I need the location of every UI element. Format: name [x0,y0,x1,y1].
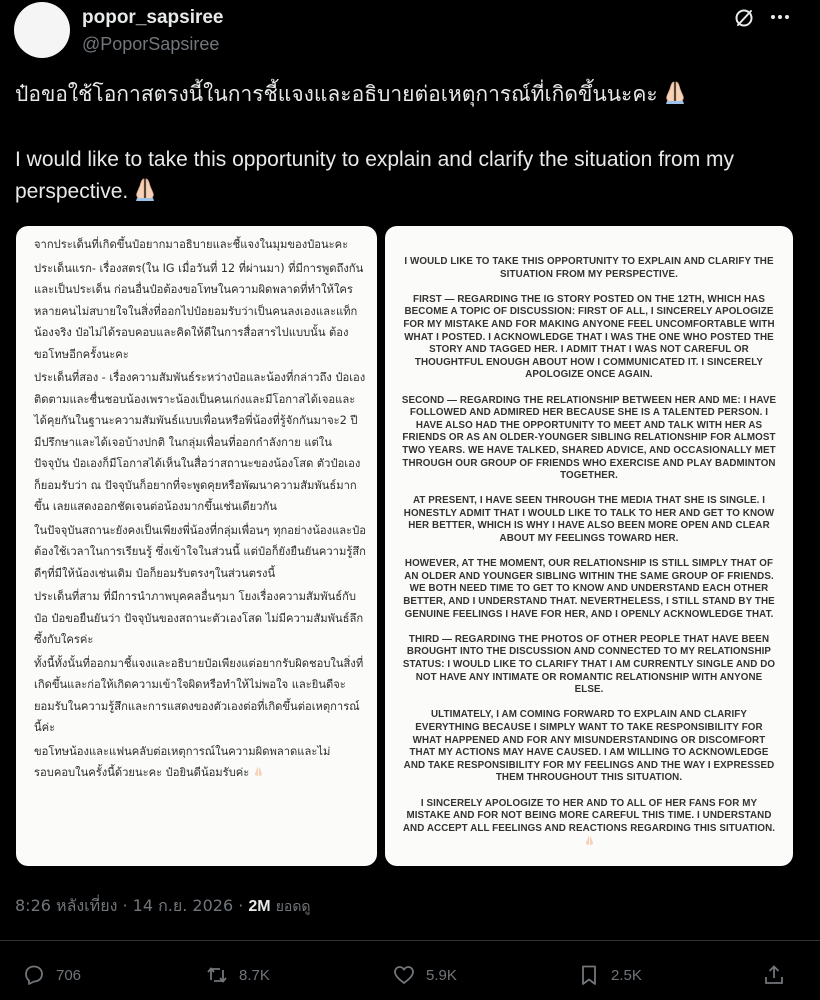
avatar[interactable] [14,2,70,58]
statement-paragraph: ทั้งนี้ทั้งนั้นที่ออกมาชี้แจงและอธิบายป๋อเพียงแต่อยากรับผิดชอบในสิ่งที่เกิดขึ้นและก่อให้เกิดความเข้าใจผิดหรือทำให้ไม่พอใจ และยินดีจะยอมรับในความรู้สึกและการแสดงของตัวเองต่อที่เกิดขึ้นต่อเหตุการณ์นี้ค่ะ [34,656,364,734]
repost-count: 8.7K [239,966,270,984]
reply-button[interactable] [22,960,81,990]
statement-paragraph: I SINCERELY APOLOGIZE TO HER AND TO ALL OF HER FANS FOR MY MISTAKE AND FOR NOT BEING MORE CAREFUL THIS TIME. I UNDERSTAND AND ACCEPT ALL FEELINGS AND REACTIONS REGARDING THIS SITUATION. [401,798,777,850]
repost-icon [205,963,229,987]
author-name[interactable]: popor_sapsiree [82,7,224,28]
reply-count: 706 [56,966,82,984]
share-icon [762,963,786,987]
bookmark-count: 2.5K [611,966,642,984]
statement-paragraph: จากประเด็นที่เกิดขึ้นป๋อยากมาอธิบายและชี้แจงในมุมของป๋อนะคะ [34,238,349,251]
statement-thai-text [34,234,366,786]
statement-image-thai[interactable] [16,226,377,866]
tweet-meta [15,894,311,919]
statement-paragraph: ประเด็นแรก- เรื่องสตร(ใน IG เมื่อวันที่ 12 ที่ผ่านมา) ที่มีการพูดถึงกันและเป็นประเด็น ก่อนอื่นป๋อต้องขอโทษในความผิดพลาดที่ทำให้ใครหลายคนไม่สบายใจในสิ่งที่ออกไปป๋อยอมรับว่าเป็นคนลงเองและแท็กน้องจริง ป๋อไม่ได้รอบคอบและคิดให้ดีในการสื่อสารไปแบบนั้น ต้องขอโทษอีกครั้งนะคะ [34,261,364,361]
statement-paragraph: ในปัจจุบันสถานะยังคงเป็นเพียงพี่น้องที่กลุ่มเพื่อนๆ ทุกอย่างน้องและป๋อต้องใช้เวลาในการเรียนรู้ ซึ่งเข้าใจในส่วนนี้ แต่ป๋อก็ยังยืนยันความรู้สึกดีๆที่มีให้น้องเช่นเดิม ป๋อก็ยอมรับตรงๆในส่วนตรงนี้ [34,523,366,580]
author-handle[interactable]: @PoporSapsiree [82,34,220,54]
tweet-timestamp[interactable]: 8:26 หลังเที่ยง · 14 ก.ย. 2026 · [15,896,244,915]
tweet-text-thai: ป๋อขอใช้โอกาสตรงนี้ในการชี้แจงและอธิบายต่อเหตุการณ์ที่เกิดขึ้นนะคะ [15,78,795,110]
praying-hands-icon [253,766,264,777]
statement-paragraph: ประเด็นที่สาม ที่มีการนำภาพบุคคลอื่นๆมา โยงเรื่องความสัมพันธ์กับป๋อ ป๋อขอยืนยันว่า ปัจจุบันของสถานะตัวเองโสด ไม่มีความสัมพันธ์ลึกซึ้งกับใครค่ะ [34,590,364,646]
view-count: 2M [248,898,271,915]
share-button[interactable] [762,960,786,990]
bookmark-icon [577,963,601,987]
heart-icon [392,963,416,987]
divider [0,940,820,941]
reply-icon [22,963,46,987]
praying-hands-icon [584,835,595,846]
statement-english-text [401,256,777,863]
more-icon[interactable] [767,6,793,28]
grok-icon[interactable] [734,8,754,28]
repost-button[interactable] [205,960,270,990]
statement-paragraph: THIRD — REGARDING THE PHOTOS OF OTHER PEOPLE THAT HAVE BEEN BROUGHT INTO THE DISCUSSION AND CONNECTED TO MY RELATIONSHIP STATUS: I WOULD LIKE TO CLARIFY THAT I AM CURRENTLY SINGLE AND DO NOT HAVE ANY INTIMATE OR ROMANTIC RELATIONSHIP WITH ANYONE ELSE. [402,633,776,696]
tweet-header [0,0,820,62]
like-count: 5.9K [426,966,457,984]
view-label: ยอดดู [275,899,311,915]
statement-paragraph: SECOND — REGARDING THE RELATIONSHIP BETWEEN HER AND ME: I HAVE FOLLOWED AND ADMIRED HER BECAUSE SHE IS A TALENTED PERSON. I HAVE ALSO HAD THE OPPORTUNITY TO MEET AND TALK WITH HER AS FRIENDS OR AS AN OLDER-YOUNGER SIBLING RELATIONSHIP FOR ALMOST TWO YEARS. WE HAVE TALKED, SHARED ADVICE, AND OCCASIONALLY MET THROUGH OUR GROUP OF FRIENDS WHO EXERCISE AND PLAY BADMINTON TOGETHER. [401,394,777,482]
bookmark-button[interactable] [577,960,642,990]
statement-paragraph: FIRST — REGARDING THE IG STORY POSTED ON THE 12TH, WHICH HAS BECOME A TOPIC OF DISCUSSION: FIRST OF ALL, I SINCERELY APOLOGIZE FOR MY MISTAKE AND FOR MAKING ANYONE FEEL UNCOMFORTABLE WITH WHAT I POSTED. I ACKNOWLEDGE THAT I WAS THE ONE WHO POSTED THE STORY AND TAGGED HER. I ADMIT THAT I WAS NOT CAREFUL OR THOUGHTFUL ENOUGH ABOUT HOW I COMMUNICATED IT. I SINCERELY APOLOGIZE ONCE AGAIN. [403,293,775,381]
statement-paragraph: ขอโทษน้องและแฟนคลับต่อเหตุการณ์ในความผิดพลาดและไม่รอบคอบในครั้งนี้ด้วยนะคะ ป๋อยินดีน้อมรับค่ะ [34,744,331,779]
praying-hands-icon [662,79,688,105]
statement-paragraph: ULTIMATELY, I AM COMING FORWARD TO EXPLAIN AND CLARIFY EVERYTHING BECAUSE I SIMPLY WANT TO TAKE RESPONSIBILITY FOR WHAT HAPPENED AND FOR ANY MISUNDERSTANDING OR DISCOMFORT THAT MY ACTIONS MAY HAVE CAUSED. I AM WILLING TO ACKNOWLEDGE AND TAKE RESPONSIBILITY FOR MY FEELINGS AND THE WAY I EXPRESSED THEM THROUGHOUT THIS SITUATION. [403,709,775,784]
statement-paragraph: I WOULD LIKE TO TAKE THIS OPPORTUNITY TO EXPLAIN AND CLARIFY THE SITUATION FROM MY PERSPECTIVE. [404,256,774,280]
statement-paragraph: AT PRESENT, I HAVE SEEN THROUGH THE MEDIA THAT SHE IS SINGLE. I HONESTLY ADMIT THAT I WOULD LIKE TO TALK TO HER AND GET TO KNOW HER BETTER, WHICH IS WHY I HAVE ALSO BEEN MORE OPEN AND CLEAR ABOUT MY FEELINGS TOWARD HER. [403,495,775,545]
statement-paragraph: ประเด็นที่สอง - เรื่องความสัมพันธ์ระหว่างป๋อและน้องที่กล่าวถึง ป๋อเองติดตามและชื่นชอบน้องเพราะน้องเป็นคนเก่งและมีโอกาสได้เจอและได้คุยกันในฐานะความสัมพันธ์แบบเพื่อนหรือพี่น้องที่รู้จักกันมาจะ2 ปี มีปรึกษาและได้เจอบ้างปกติ ในกลุ่มเพื่อนที่ออกกำลังกาย แต่ในปัจจุบัน ป๋อเองก็มีโอกาสได้เห็นในสื่อว่าสถานะของน้องโสด ตัวป๋อเองก็ยอมรับว่า ณ ปัจจุบันก็อยากที่จะพูดคุยหรือพัฒนาความสัมพันธ์มากขึ้น เลยแสดงออกชัดเจนต่อน้องมากขึ้นเช่นเดียวกัน [34,371,366,513]
tweet-text-english: I would like to take this opportunity to explain and clarify the situation from my perspective. [15,148,735,203]
praying-hands-icon [132,176,158,202]
like-button[interactable] [392,960,457,990]
statement-image-english[interactable] [385,226,793,866]
statement-paragraph: HOWEVER, AT THE MOMENT, OUR RELATIONSHIP IS STILL SIMPLY THAT OF AN OLDER AND YOUNGER SIBLING WITHIN THE SAME GROUP OF FRIENDS. WE BOTH NEED TIME TO GET TO KNOW AND UNDERSTAND EACH OTHER BETTER, AND I UNDERSTAND THAT. NEVERTHELESS, I STILL STAND BY THE GENUINE FEELINGS I HAVE FOR HER, AND I OPENLY ACKNOWLEDGE THAT. [403,558,775,620]
